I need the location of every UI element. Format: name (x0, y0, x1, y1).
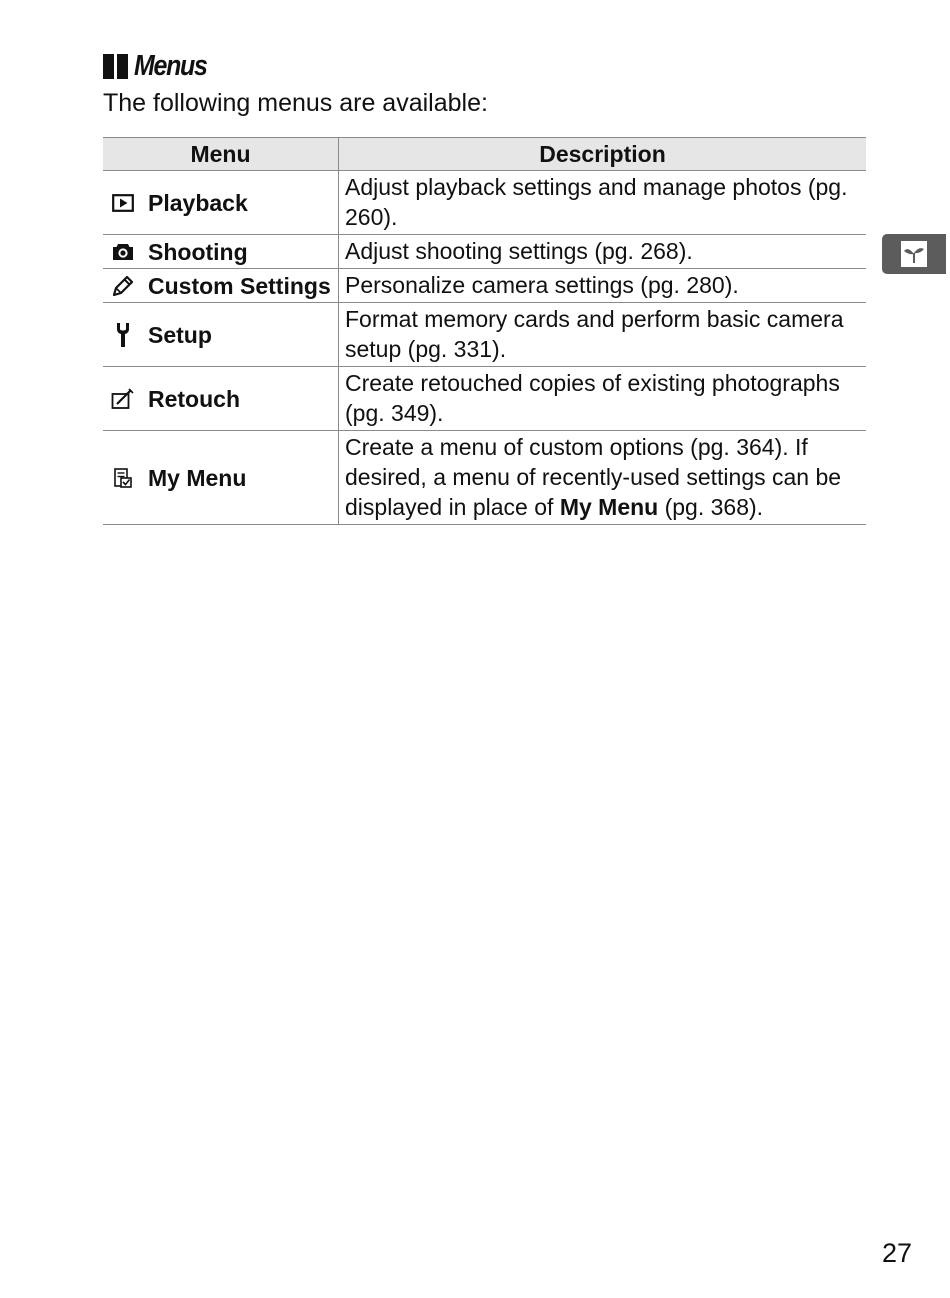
description-my-menu-bold: My Menu (559, 494, 659, 520)
table-row (103, 171, 866, 235)
wrench-icon (111, 323, 135, 347)
page-title: Menus (134, 49, 207, 82)
camera-icon (111, 240, 135, 264)
section-heading (103, 46, 218, 86)
table-row (103, 269, 866, 303)
table-row (103, 303, 866, 367)
menu-label-shooting: Shooting (148, 238, 248, 265)
description-my-menu-part3: (pg. 368). (658, 494, 764, 520)
header-description: Description (339, 138, 867, 171)
table-row (103, 235, 866, 269)
description-my-menu (339, 431, 867, 525)
page-number: 27 (882, 1238, 913, 1268)
description-my-menu-part1: Create a menu of custom options (pg. 364). If desired, a menu of recently-used settings can be displayed in place of (345, 434, 842, 520)
table-row (103, 367, 866, 431)
menu-label-retouch: Retouch (148, 385, 240, 412)
menus-table (103, 137, 866, 525)
table-header-row (103, 138, 866, 171)
description-playback: Adjust playback settings and manage photos (pg. 260). (339, 171, 867, 235)
pencil-icon (111, 274, 135, 298)
sprout-icon (901, 241, 927, 267)
playback-icon (111, 191, 135, 215)
description-setup: Format memory cards and perform basic camera setup (pg. 331). (339, 303, 867, 367)
menu-label-my-menu: My Menu (148, 464, 247, 491)
header-menu: Menu (103, 138, 339, 171)
menu-label-playback: Playback (148, 189, 248, 216)
description-custom-settings: Personalize camera settings (pg. 280). (339, 269, 867, 303)
menu-label-setup: Setup (148, 321, 212, 348)
section-side-tab (882, 234, 946, 274)
my-menu-icon (111, 466, 135, 490)
intro-text: The following menus are available: (103, 89, 488, 117)
retouch-icon (111, 387, 135, 411)
heading-marker-icon (103, 54, 128, 79)
description-retouch: Create retouched copies of existing photographs (pg. 349). (339, 367, 867, 431)
description-shooting: Adjust shooting settings (pg. 268). (339, 235, 867, 269)
table-row (103, 431, 866, 525)
menu-label-custom-settings: Custom Settings (148, 272, 331, 299)
